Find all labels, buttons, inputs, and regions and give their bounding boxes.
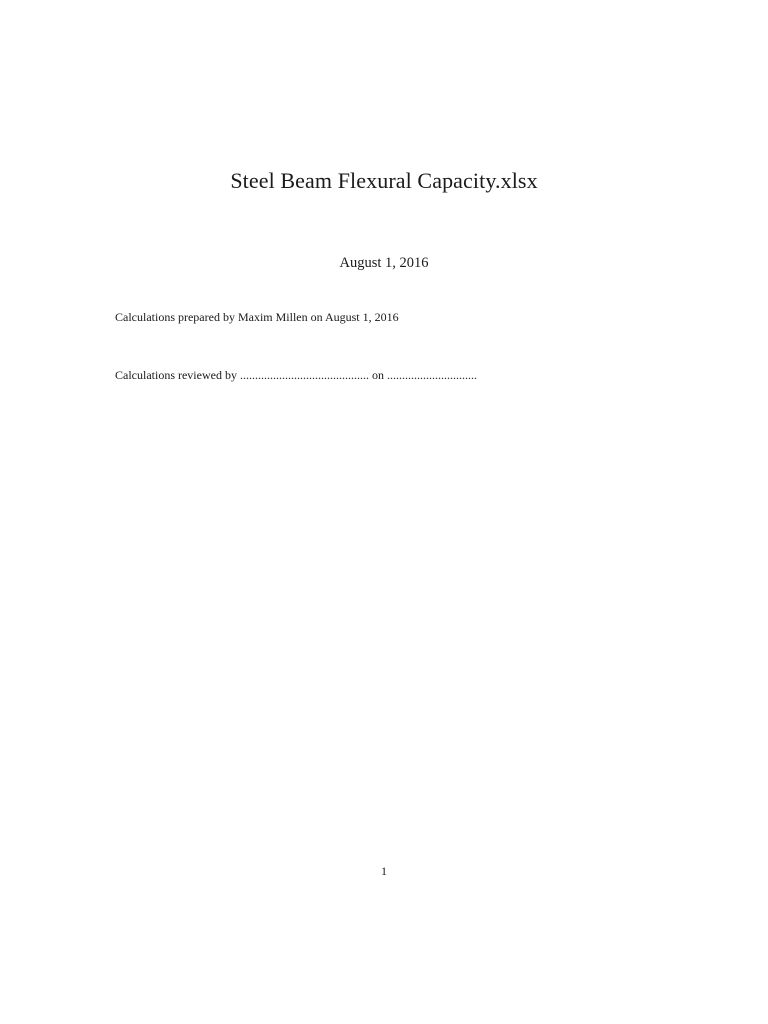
prepared-by-line: Calculations prepared by Maxim Millen on August 1, 2016 xyxy=(115,310,399,324)
document-title: Steel Beam Flexural Capacity.xlsx xyxy=(230,168,538,193)
document-date: August 1, 2016 xyxy=(339,255,429,271)
reviewed-by-line: Calculations reviewed by ........................................... on .............................. xyxy=(115,368,477,382)
page-number: 1 xyxy=(381,864,387,878)
